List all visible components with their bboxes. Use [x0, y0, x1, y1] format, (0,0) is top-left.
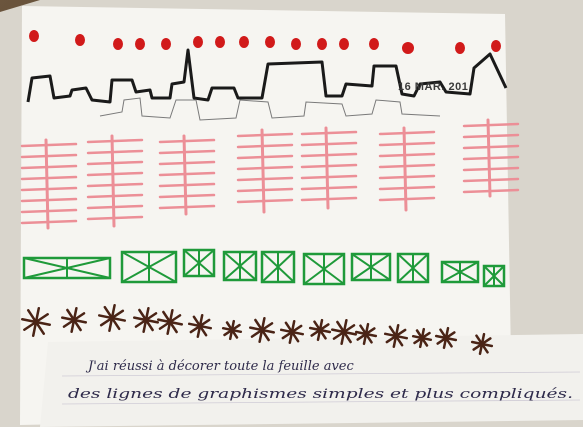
- red-dot: [291, 38, 301, 50]
- pink-vertical-stroke: [262, 130, 264, 212]
- red-dot: [239, 36, 249, 48]
- caption-line-2: des lignes de graphismes simples et plus compliqués.: [68, 387, 573, 402]
- red-dot: [161, 38, 171, 50]
- pink-vertical-stroke: [112, 136, 114, 226]
- red-dot: [215, 36, 225, 48]
- red-dot: [455, 42, 465, 54]
- red-dot: [135, 38, 145, 50]
- red-dot: [265, 36, 275, 48]
- pink-vertical-stroke: [46, 140, 48, 228]
- caption-line-1: J'ai réussi à décorer toute la feuille avec: [88, 359, 354, 374]
- red-dot: [491, 40, 501, 52]
- red-dot: [339, 38, 349, 50]
- date-stamp: 16 MAR. 201: [398, 81, 469, 93]
- caption-sheet: [40, 334, 583, 427]
- red-dot: [369, 38, 379, 50]
- red-dot: [75, 34, 85, 46]
- red-dot: [402, 42, 414, 54]
- red-dot: [113, 38, 123, 50]
- red-dot: [193, 36, 203, 48]
- red-dot: [317, 38, 327, 50]
- pink-vertical-stroke: [404, 128, 406, 210]
- red-dot: [29, 30, 39, 42]
- pink-vertical-stroke: [326, 128, 328, 208]
